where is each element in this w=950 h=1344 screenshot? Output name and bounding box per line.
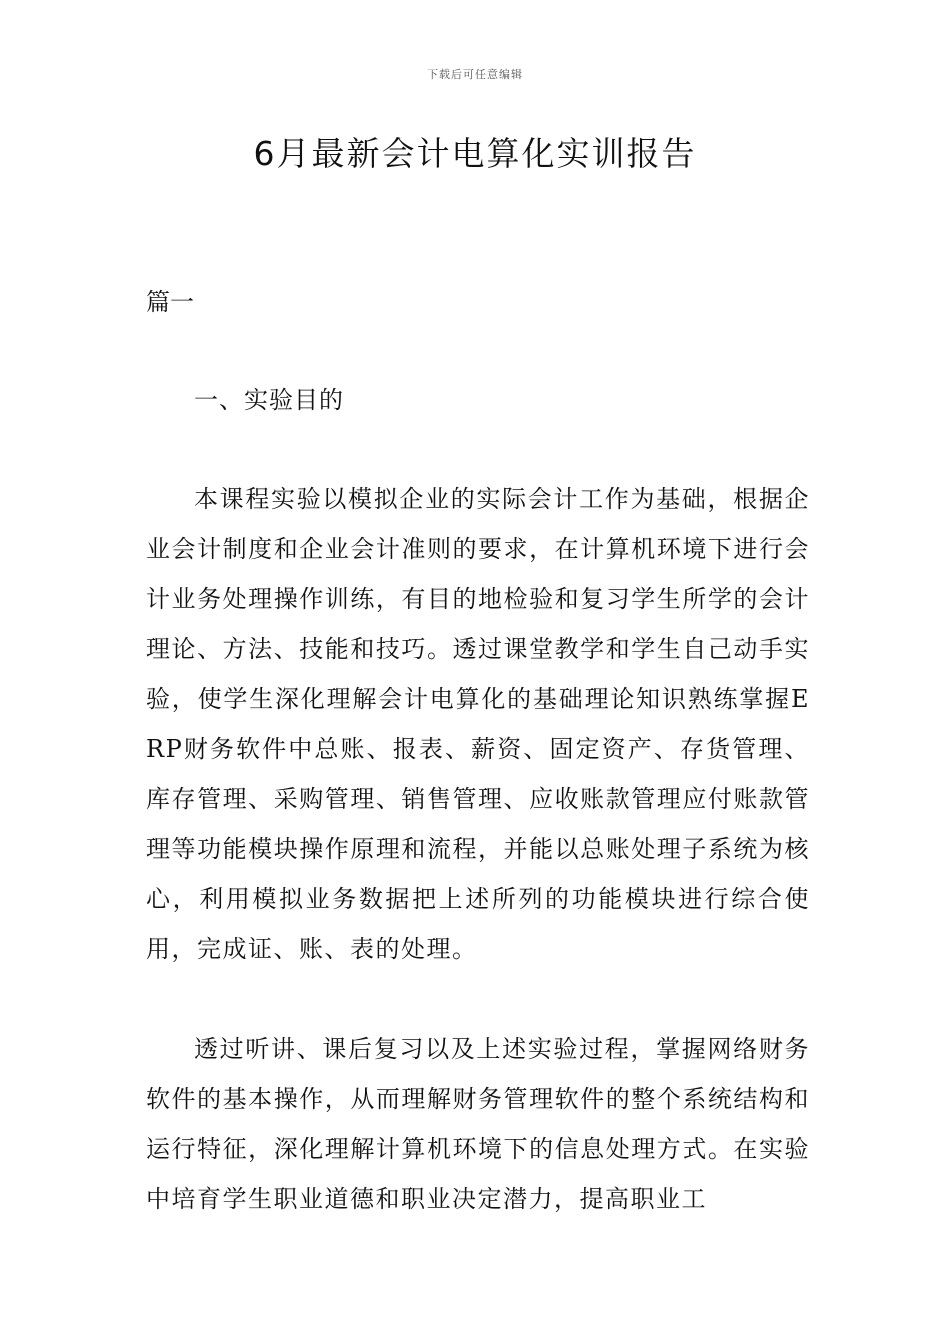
document-title: 6月最新会计电算化实训报告 <box>253 134 697 173</box>
body-paragraph-2: 透过听讲、课后复习以及上述实验过程，掌握网络财务软件的基本操作，从而理解财务管理软件的整个系统结构和运行特征，深化理解计算机环境下的信息处理方式。在实验中培育学生职业道德和职业决定潜力，提高职业工 <box>146 1035 810 1213</box>
body-paragraph-1: 本课程实验以模拟企业的实际会计工作为基础，根据企业会计制度和企业会计准则的要求，在计算机环境下进行会计业务处理操作训练，有目的地检验和复习学生所学的会计理论、方法、技能和技巧。透过课堂教学和学生自己动手实验，使学生深化理解会计电算化的基础理论知识熟练掌握ERP财务软件中总账、报表、薪资、固定资产、存货管理、库存管理、采购管理、销售管理、应收账款管理应付账款管理等功能模块操作原理和流程，并能以总账处理子系统为核心，利用模拟业务数据把上述所列的功能模块进行综合使用，完成证、账、表的处理。 <box>146 485 810 963</box>
header-note: 下载后可任意编辑 <box>427 68 523 81</box>
part-label: 篇一 <box>146 288 194 316</box>
section-heading: 一、实验目的 <box>194 386 344 414</box>
